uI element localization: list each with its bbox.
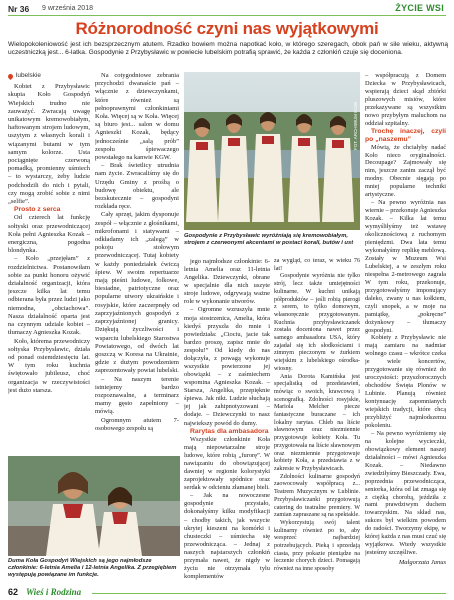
paragraph: – Brak świetlicy utrudnia nam życie. Zwracaliśmy się do Urzędu Gminy z prośbą o budowę obiektu, ale bezskutecznie – gospodyni rozkłada ręce. [95,162,179,211]
photo-group [184,72,360,230]
paragraph: Zdolności kulinarne gospodyń zaowocowały współpracą z... Teatrem Muzycznym w Lublinie. Przybysławiczanki przygotowują catering do teatralne premiery. W zamian zapraszane są na spektakle. [274,473,360,519]
photo-credit: FOT. ARCHIWUM KGW [353,102,358,150]
photo-girls [8,456,180,556]
page-footer [0,586,454,600]
photo-group-caption: Gospodynie z Przybysławic wyróżniają się kremowobiałym, strojem z czerwonymi akcentami w postaci korali, butów i ust [184,233,354,246]
paragraph: – Na pewno wyróżnia nas wiernie – przekonuje Agnieszka Kozak. – Kilka lat temu wymyśliłyśmy też wstawę okolicznościową z ruchomym pieniędzmi. Dwa lata temu wykonałyśmy replikę meblową. Zostały w Muzeum Wsi Lubelskiej, a w zeszłym roku niespełna 2-metrowego zagrała W tym roku, przekonuje, przygotowałyśmy imponujący daleko, zwany u nas kołkiem, czyli snopek, a w moje na pamiątkę, „pokręcne” dożynkowy – tłumaczy gospodyni. [365,199,446,334]
article-lead: Wielopokoleniowość jest ich bezsprzecznym atutem. Rzadko bowiem można napotkać koło, w którego szeregach, obok pań w sile wieku, aktywną uczestniczką jest... 6-latka. Gospodynie z Przybysławic w powiecie lubelskim potrafią sprawić, że każda z członkiń czuje się doceniona. [8,41,448,57]
paragraph: Na cotygodniowe zebrania przychodzi dwanaście pań – włącznie z dziewczynkami, które również są pełnoprawnymi członkiniami Koła. Więcej są w Koła. Więcej są biuro jest... salon w domu Agnieszki Kozak, będący jednocześnie „salą prób” zespołu śpiewaczego powstałego na kanwie KGW. [95,72,179,162]
photo-girls-caption: Duma Koła Gospodyń Wiejskich są jego najmłodsze członkinie: 6-letnia Amelia i 12-letnia Angelika. Z przegiębiem występują powiązane im funkcje. [8,558,177,578]
issue-date: 9 września 2018 [42,5,93,12]
paragraph: Mówią, że chciałyby nadać Koło nieco oryginalności. Decoupage? Zajmowały się nim, jeszcze zanim zaczął być modny. Obecnie sięgają po mniej popularne techniki artystyczne. [365,143,446,199]
paragraph: jego najmłodsze członkinie: 6-letnia Amelia oraz 11-letnia Angelika. Dziewczynki, obrane w specjalnie dla nich uszyte stroje ludowe, odgrywają ważne role w wykonanie utworów. [184,258,270,306]
article-headline: Różnorodność czyni nas wyjątkowymi [75,19,379,38]
photo-group-image [184,72,360,230]
issue-number: Nr 36 [8,4,30,14]
paragraph: – współpracują z Domem Dziecka w Przybysławicach, wspierają dzieci skąd zbiórki pluszowych misiów, które przekazywane są wszystkim nowo przybyłym maluchom na oddział szpitalny. [365,72,446,127]
header-divider [8,15,446,16]
page-number: 62 [8,587,19,597]
paragraph: Od czterech lat funkcję sołtyski oraz przewodniczącej Koła pełni Agnieszka Kozak – energiczna, pogodna blondynka. [8,214,90,255]
paragraph: Gospodynie wyróżnia nie tylko strój, lecz także umiejętności kulinarne. W kuchni unikają półproduktów – jeśli robią pierogi z serem, to tylko domowym, własnoręcznie przygotowanym. Kuchnia przybysławiczanek została doceniona nawet przez samego ambasadora USA, który zajadał się ich słodkościami i zimnym pieczonym w żurkiem wiejskim z lubelskiego ośrodka-wiosny. [274,273,360,372]
location-pin-icon [8,73,14,80]
column-2 [95,72,179,433]
page-header [0,0,454,18]
paragraph: Wszystkie członkinie Koła mają niepowtarzalne stroje ludowe, które robią „furorę”. W nawiązaniu do obowiązującej dawniej w regionie kolorystyki zaprojektowały spódnice oraz serdak w odcieniu złamanej bieli. [184,435,270,492]
column-5 [365,72,446,567]
location-tag [8,72,90,80]
subheading: Rarytas dla ambasadora [190,427,269,435]
subheading: Trochę inaczej, czyli po „naszemu” [365,127,446,143]
paragraph: Kobiet z Przybysławic skupia Koło Gospodyń Wiejskich trudno nie zauważyć. Zwracają uwagę unikatowym kremowobiałym, haftowanym strojem ludowym, uszytym z własnych korali i wiązanymi butami w tym samym kolorze. Usta pociągnięte czerwoną pomadką, promienny uśmiech – to wystarczy, żeby ludzie podchodzili do nich i pytali, czy mogą zrobić sobie z nimi „selfie”. [8,83,90,206]
paragraph: – Koło „przejęłam” z rozdzielnictwa. Postanowiłam sobie za punkt honoru ożywić działalność organizacji, która jeszcze kilka lat temu odbierana była przez ludzi jako niemodna, „obciachowa”. Nasza działalność oparta jest na czynnym udziale kobiet – tłumaczy Agnieszka Kozak. [8,255,90,337]
paragraph: za wygląd, co teraz, w wieku 76 lat! [274,258,360,272]
paragraph: Ogromnym atutem 7-osobowego zespołu są [95,416,179,432]
subheading: Prosto z serca [14,206,61,214]
paragraph: Ania Dorota Kamińska jest specjalistką od przedstawień, mówiąc o swoich, krawcową i scenografką. Zdolności rosyjskie, Mariola Melcher piecze fantastyczne buraczane – ich lokalny rarytas. Chleb na liście sławnowym oraz niezmiennie przygotowuje kobiety Koła. Tu przygotowała na liście sławnowym oraz niezmiennie przygotowuje kobiety Koła, a przedstawia z w zakresie w Przybysławicach. [274,373,360,472]
column-4 [274,258,360,574]
photo-girls-image [8,456,180,556]
paragraph: Kobiety z Przybysławic nie mają zamiaru na nadmiar wolnego czasu – wkrótce czeka je wiele koncertów, przygotowanie się również do uroczystości: przyszłorocznych obchodów Święta Plonów w Lubinie. Planują również kontynuację zapomnianych wiejskich tradycji, które chcą przybliżyć najmłodszemu pokoleniu. [365,334,446,429]
location-label: lubelskie [16,72,41,79]
footer-divider [92,593,446,594]
paragraph: – Na naszym terenie istniejemy bardzo rozpoznawalne, a terminarz mamy gęsto zapełniony – mówią. [95,375,179,416]
paragraph: Wykorzystują swój talent kulinarny również po to, aby wesprzeć najbardziej potrzebujących. Pieką i sprzedają ciasta, przy pokazie pieniądze na leczenie chorych dzieci. Pomagają również na inne sposoby [274,519,360,573]
section-title: ŻYCIE WSI [395,3,444,13]
column-3 [184,258,270,581]
paragraph: Koło, którema przewodniczy sołtyska Przybysławic, działa od ponad osiemdziesięciu lat. W tym roku kuchnia świętowało jubileusz, choć organizacja w rzeczywistości jest dużo starsza. [8,337,90,394]
magazine-name: Wieś i Rodzina [26,587,82,597]
paragraph: – Ogromne wzruszyła mnie moja siostrzenica, Amelia, która kiedyś przyszła do mnie i powiedziała: „Ciociu, jacie tak bardzo proszę, zapisz mnie do zespołu!” Od kiedy do nas dołączyła, z powagą wykonuje wszystkie powierzone jej obowiązki – z zaśmiechem wspomina Agnieszka Kozak. – Starsza, Angelika, przepięknie śpiewa. Jak nikt. Ludzie słuchają jej jak zahipnotyzowani – dodaje. – Dziewczynki to nasz najwiekszy powód do dumy. [184,306,270,427]
paragraph: – Jak na nowoczesne gospodynie przystało, dokonałyśmy kilku modyfikacji – chodby takich, jak wszycie ukrytej kieszeni na komórki i chusteczki – uśmiecha się przewodnicząca. – Jednaj z naszych najstarszych członkiń przymała nawet, że nigdy w życiu nie otrzymała tylu komplementów [184,492,270,581]
author-signature: Małgorzata Janus [398,559,446,567]
paragraph: Cały sprzęt, jakim dysponuje zespół – włącznie z głośnikami, mikrofonami i statywami – odkładamy ich „zalegą” w pokoju stołowym przewodniczącej. Tutaj kobiety w każdy poniedziałek ćwiczą śpiew. W swoim repertuarze mają pieśni ludowe, folkowe, biesiadne, patriotyczne oraz popularne utwory ukraińskie i rosyjskie, które zaczerpnęły od zaprzyjaźnionych gospodyń z zaprzyjaźnionej granicy. Dziękują życzliwości i wsparciu lubelskiego Starostwa Powiatowego, od dwóch lat goszczą w Koresa na Ukrainie, gdzie z dużym powodzeniem zaprezentowały powiat lubelski. [95,211,179,375]
column-1 [8,72,90,395]
paragraph: – Na pewno wyróżniemy się na kolejne wycieczki, obowiązkowy element naszej działalności – mówi Agnieszka Kozak. – Niedawno zwiedziłyśmy Bieszczady. Ewa, poprzednia przewodnicząca, seniorka, która od lat zmaga się z ciężką chorobą, jeździła z nami prawdziwym duchem towarzyskim. Na skład nas, sukces był wielkim powodem do radości. Tworzymy ekipę, w której każda z nas musi czuć się wyjątkowa. Wtedy wszystkie jesteśmy szczęśliwe. [365,429,446,557]
